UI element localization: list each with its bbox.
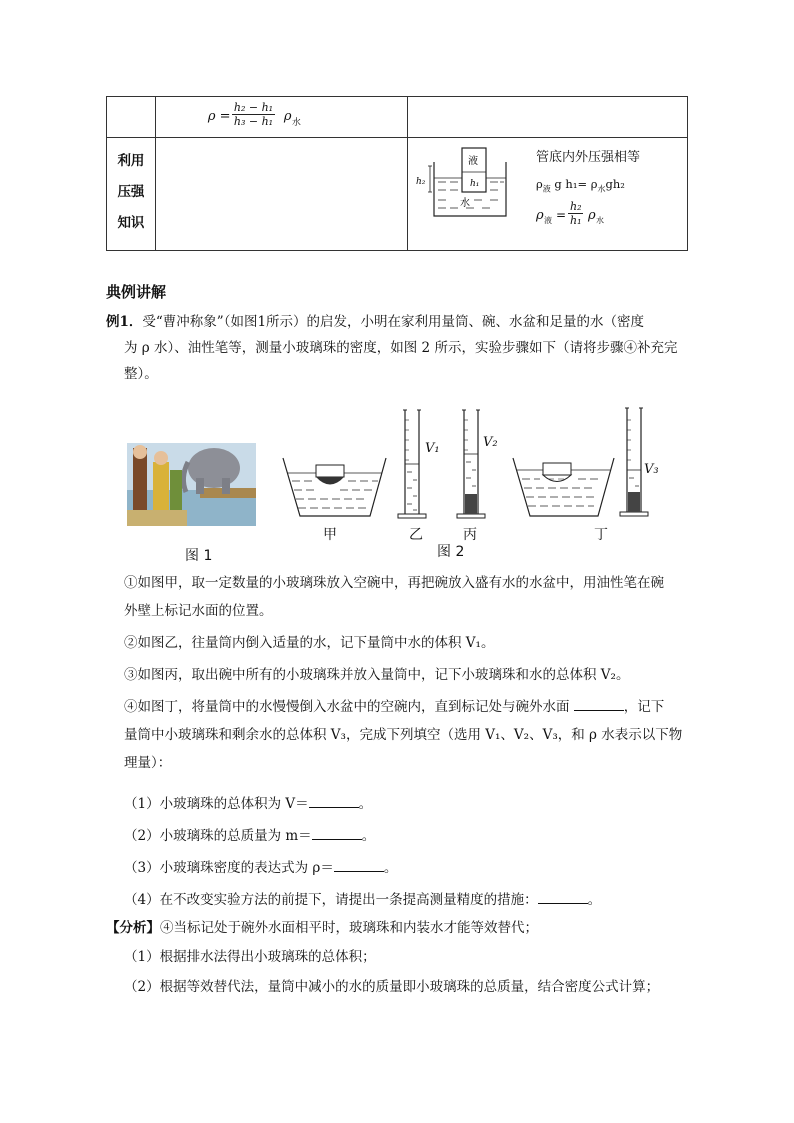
example-intro bbox=[106, 309, 692, 387]
answer-blank[interactable] bbox=[538, 889, 588, 904]
question-end: 。 bbox=[587, 892, 602, 908]
question-end: 。 bbox=[361, 828, 376, 844]
analysis-line bbox=[106, 914, 692, 942]
step-1-line: 外壁上标记水面的位置。 bbox=[124, 603, 273, 619]
water-label: 水 bbox=[459, 198, 470, 209]
pressure-cell bbox=[408, 138, 687, 242]
question-end: 。 bbox=[358, 796, 373, 812]
questions bbox=[106, 788, 692, 916]
basin-ding bbox=[513, 458, 614, 516]
intro-line: 整）。 bbox=[124, 366, 158, 382]
formula-denominator: h₃ − h₁ bbox=[233, 115, 274, 128]
analysis-line: （1）根据排水法得出小玻璃珠的总体积； bbox=[124, 949, 376, 965]
step-4-text: ④如图丁，将量筒中的水慢慢倒入水盆中的空碗内，直到标记处与碗外水面 bbox=[124, 699, 570, 715]
cylinder-yi bbox=[398, 410, 426, 518]
question-text: （4）在不改变实验方法的前提下，请提出一条提高测量精度的措施： bbox=[124, 892, 538, 908]
question-4 bbox=[106, 884, 692, 916]
eq-part: g h₁= ρ bbox=[554, 177, 598, 191]
question-text: （1）小玻璃珠的总体积为 V＝ bbox=[124, 796, 309, 812]
step-4-line: 理量）： bbox=[124, 755, 172, 771]
formula-rho-sub: 水 bbox=[291, 118, 301, 128]
label-jia: 甲 bbox=[323, 527, 337, 543]
steps bbox=[106, 569, 692, 777]
summary-table bbox=[106, 96, 688, 251]
label-yi: 乙 bbox=[409, 527, 423, 543]
rho-symbol: ρ bbox=[587, 208, 596, 224]
rho-symbol: ρ bbox=[535, 208, 544, 224]
formula-rho: ρ bbox=[283, 109, 292, 124]
analysis-line: （2）根据等效替代法，量筒中减小的水的质量即小玻璃珠的总质量，结合密度公式计算； bbox=[124, 979, 660, 995]
label-v2: V₂ bbox=[483, 435, 498, 450]
rho-sub: 水 bbox=[595, 216, 604, 226]
answer-blank[interactable] bbox=[574, 696, 624, 711]
label-ding: 丁 bbox=[594, 527, 608, 543]
liquid-label: 液 bbox=[467, 156, 478, 167]
eq-part: gh₂ bbox=[605, 177, 625, 191]
analysis bbox=[106, 914, 692, 1002]
table-cell-pressure bbox=[407, 138, 687, 251]
pressure-line-1: 管底内外压强相等 bbox=[535, 150, 640, 165]
rho-sub: 水 bbox=[597, 184, 606, 194]
row-label-line: 利用 bbox=[117, 153, 145, 169]
cylinder-bing bbox=[457, 410, 485, 518]
question-2 bbox=[106, 820, 692, 852]
question-text: （2）小玻璃珠的总质量为 m＝ bbox=[124, 828, 312, 844]
step-3: ③如图丙，取出碗中所有的小玻璃珠并放入量筒中，记下小玻璃珠和水的总体积 V₂。 bbox=[124, 667, 630, 683]
h1-label: h₁ bbox=[469, 179, 480, 189]
rho-sub: 液 bbox=[542, 184, 551, 194]
question-end: 。 bbox=[383, 860, 398, 876]
question-text: （3）小玻璃珠密度的表达式为 ρ＝ bbox=[124, 860, 334, 876]
h2-label: h₂ bbox=[415, 177, 426, 187]
question-1 bbox=[106, 788, 692, 820]
density-formula bbox=[156, 97, 407, 137]
label-bing: 丙 bbox=[463, 527, 477, 543]
step-4-line: 量筒中小玻璃珠和剩余水的总体积 V₃，完成下列填空（选用 V₁、V₂、V₃，和 ρ 水表示以下物 bbox=[124, 727, 683, 743]
pressure-line-2 bbox=[536, 177, 640, 194]
caption-figure-1: 图 1 bbox=[185, 548, 213, 564]
table-cell bbox=[107, 97, 156, 138]
fraction-numerator: h₂ bbox=[569, 200, 582, 214]
rho-sub: 液 bbox=[543, 216, 552, 226]
tube-diagram bbox=[416, 144, 528, 236]
formula-numerator: h₂ − h₁ bbox=[233, 101, 274, 114]
answer-blank[interactable] bbox=[312, 825, 362, 840]
step-4-text: ，记下 bbox=[623, 699, 665, 715]
pressure-fraction bbox=[568, 200, 584, 227]
answer-blank[interactable] bbox=[334, 857, 384, 872]
caption-figure-2: 图 2 bbox=[437, 544, 465, 560]
basin-jia bbox=[283, 458, 386, 516]
pressure-line-3: ρ 液 = $\frac{\text{h₂}}{\text{h₁}}$ ρ 水 bbox=[535, 200, 604, 228]
table-cell bbox=[155, 138, 407, 251]
row-label-line: 压强 bbox=[117, 184, 145, 200]
pressure-text bbox=[536, 146, 640, 228]
row-label-line: 知识 bbox=[117, 215, 145, 231]
step-1-line: ①如图甲，取一定数量的小玻璃珠放入空碗中，再把碗放入盛有水的水盆中，用油性笔在碗 bbox=[124, 575, 664, 591]
intro-line: 为 ρ 水）、油性笔等，测量小玻璃珠的密度，如图 2 所示，实验步骤如下（请将步骤④补充完 bbox=[124, 340, 678, 356]
step-4-line bbox=[106, 689, 692, 721]
step-2: ②如图乙，往量筒内倒入适量的水，记下量筒中水的体积 V₁。 bbox=[124, 635, 495, 651]
analysis-text: ④当标记处于碗外水面相平时，玻璃珠和内装水才能等效替代； bbox=[160, 920, 538, 936]
example-label: 例1． bbox=[106, 314, 143, 330]
table-row bbox=[107, 97, 688, 138]
intro-text: 受“曹冲称象”（如图1所示）的启发，小明在家利用量筒、碗、水盆和足量的水（密度 bbox=[142, 314, 645, 330]
cao-chong-picture bbox=[127, 443, 256, 526]
analysis-head: 【分析】 bbox=[106, 920, 160, 936]
row-label bbox=[107, 138, 156, 251]
label-v1: V₁ bbox=[425, 441, 440, 456]
section-title: 典例讲解 bbox=[106, 283, 167, 301]
table-row bbox=[107, 138, 688, 251]
table-cell bbox=[407, 97, 687, 138]
formula-fraction bbox=[232, 101, 275, 128]
rho-symbol: ρ bbox=[535, 177, 543, 191]
formula-lhs: ρ = bbox=[207, 109, 231, 124]
label-v3: V₃ bbox=[644, 462, 659, 477]
fraction-denominator: h₁ bbox=[569, 214, 582, 228]
question-3 bbox=[106, 852, 692, 884]
intro-line bbox=[106, 309, 692, 335]
table-cell-formula bbox=[155, 97, 407, 138]
answer-blank[interactable] bbox=[309, 793, 359, 808]
